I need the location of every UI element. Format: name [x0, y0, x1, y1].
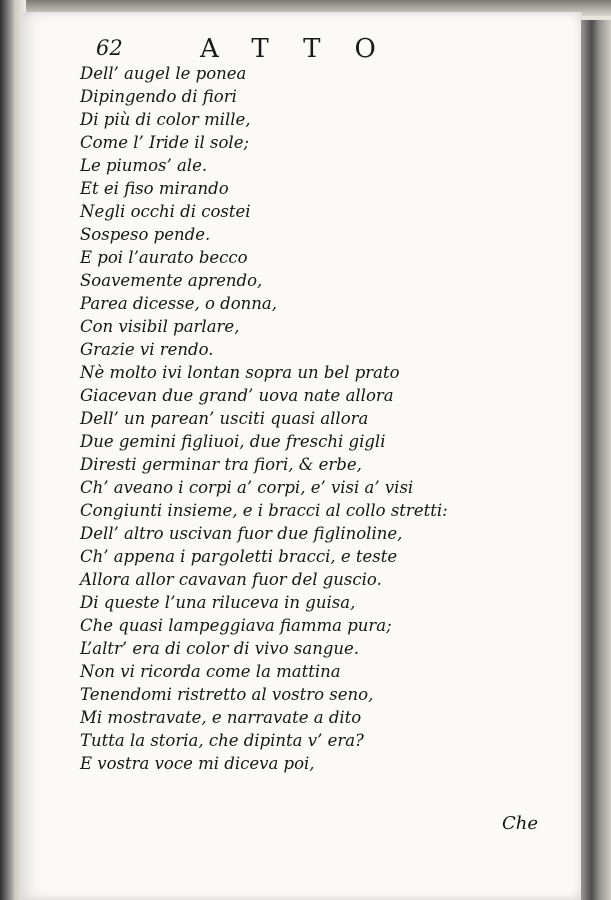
verse-line: Grazie vi rendo.: [80, 340, 214, 359]
verse-line: Et ei fiso mirando: [80, 179, 229, 198]
verse-line: Diresti germinar tra fiori, & erbe,: [80, 455, 362, 474]
book-binding-edge: [0, 0, 14, 900]
verse-line: Allora allor cavavan fuor del guscio.: [80, 570, 382, 589]
verse-line: Le piumos’ ale.: [80, 156, 208, 175]
verse-line: Parea dicesse, o donna,: [80, 294, 277, 313]
catchword: Che: [502, 813, 539, 834]
verse-line: Con visibil parlare,: [80, 317, 240, 336]
verse-line: Che quasi lampeggiava fiamma pura;: [80, 616, 392, 635]
right-page-edge: [581, 20, 611, 900]
verse-line: Tenendomi ristretto al vostro seno,: [80, 685, 374, 704]
verse-line: Dipingendo di fiori: [80, 87, 237, 106]
verse-line: Di più di color mille,: [80, 110, 251, 129]
verse-line: Di queste l’una riluceva in guisa,: [80, 593, 356, 612]
verse-line: Tutta la storia, che dipinta v’ era?: [80, 731, 364, 750]
verse-line: Dell’ altro uscivan fuor due figlinoline,: [80, 524, 403, 543]
verse-line: Mi mostravate, e narravate a dito: [80, 708, 362, 727]
verse-line: E vostra voce mi diceva poi,: [80, 754, 315, 773]
verse-line: Congiunti insieme, e i bracci al collo stretti:: [80, 501, 448, 520]
verse-line: Dell’ augel le ponea: [80, 64, 247, 83]
verse-line: Negli occhi di costei: [80, 202, 251, 221]
verse-text: [80, 62, 500, 775]
running-head: ATTO: [200, 34, 410, 64]
verse-line: Due gemini figliuoi, due freschi gigli: [80, 432, 386, 451]
verse-line: Come l’ Iride il sole;: [80, 133, 250, 152]
page-number: 62: [96, 36, 123, 60]
verse-line: Dell’ un parean’ usciti quasi allora: [80, 409, 369, 428]
verse-line: E poi l’aurato becco: [80, 248, 248, 267]
verse-line: Sospeso pende.: [80, 225, 211, 244]
verse-line: L’altr’ era di color di vivo sangue.: [80, 639, 360, 658]
verse-line: Soavemente aprendo,: [80, 271, 263, 290]
verse-line: Non vi ricorda come la mattina: [80, 662, 341, 681]
verse-line: Nè molto ivi lontan sopra un bel prato: [80, 363, 400, 382]
verse-line: Ch’ aveano i corpi a’ corpi, e’ visi a’ visi: [80, 478, 414, 497]
verse-line: Ch’ appena i pargoletti bracci, e teste: [80, 547, 398, 566]
verse-line: Giacevan due grand’ uova nate allora: [80, 386, 394, 405]
